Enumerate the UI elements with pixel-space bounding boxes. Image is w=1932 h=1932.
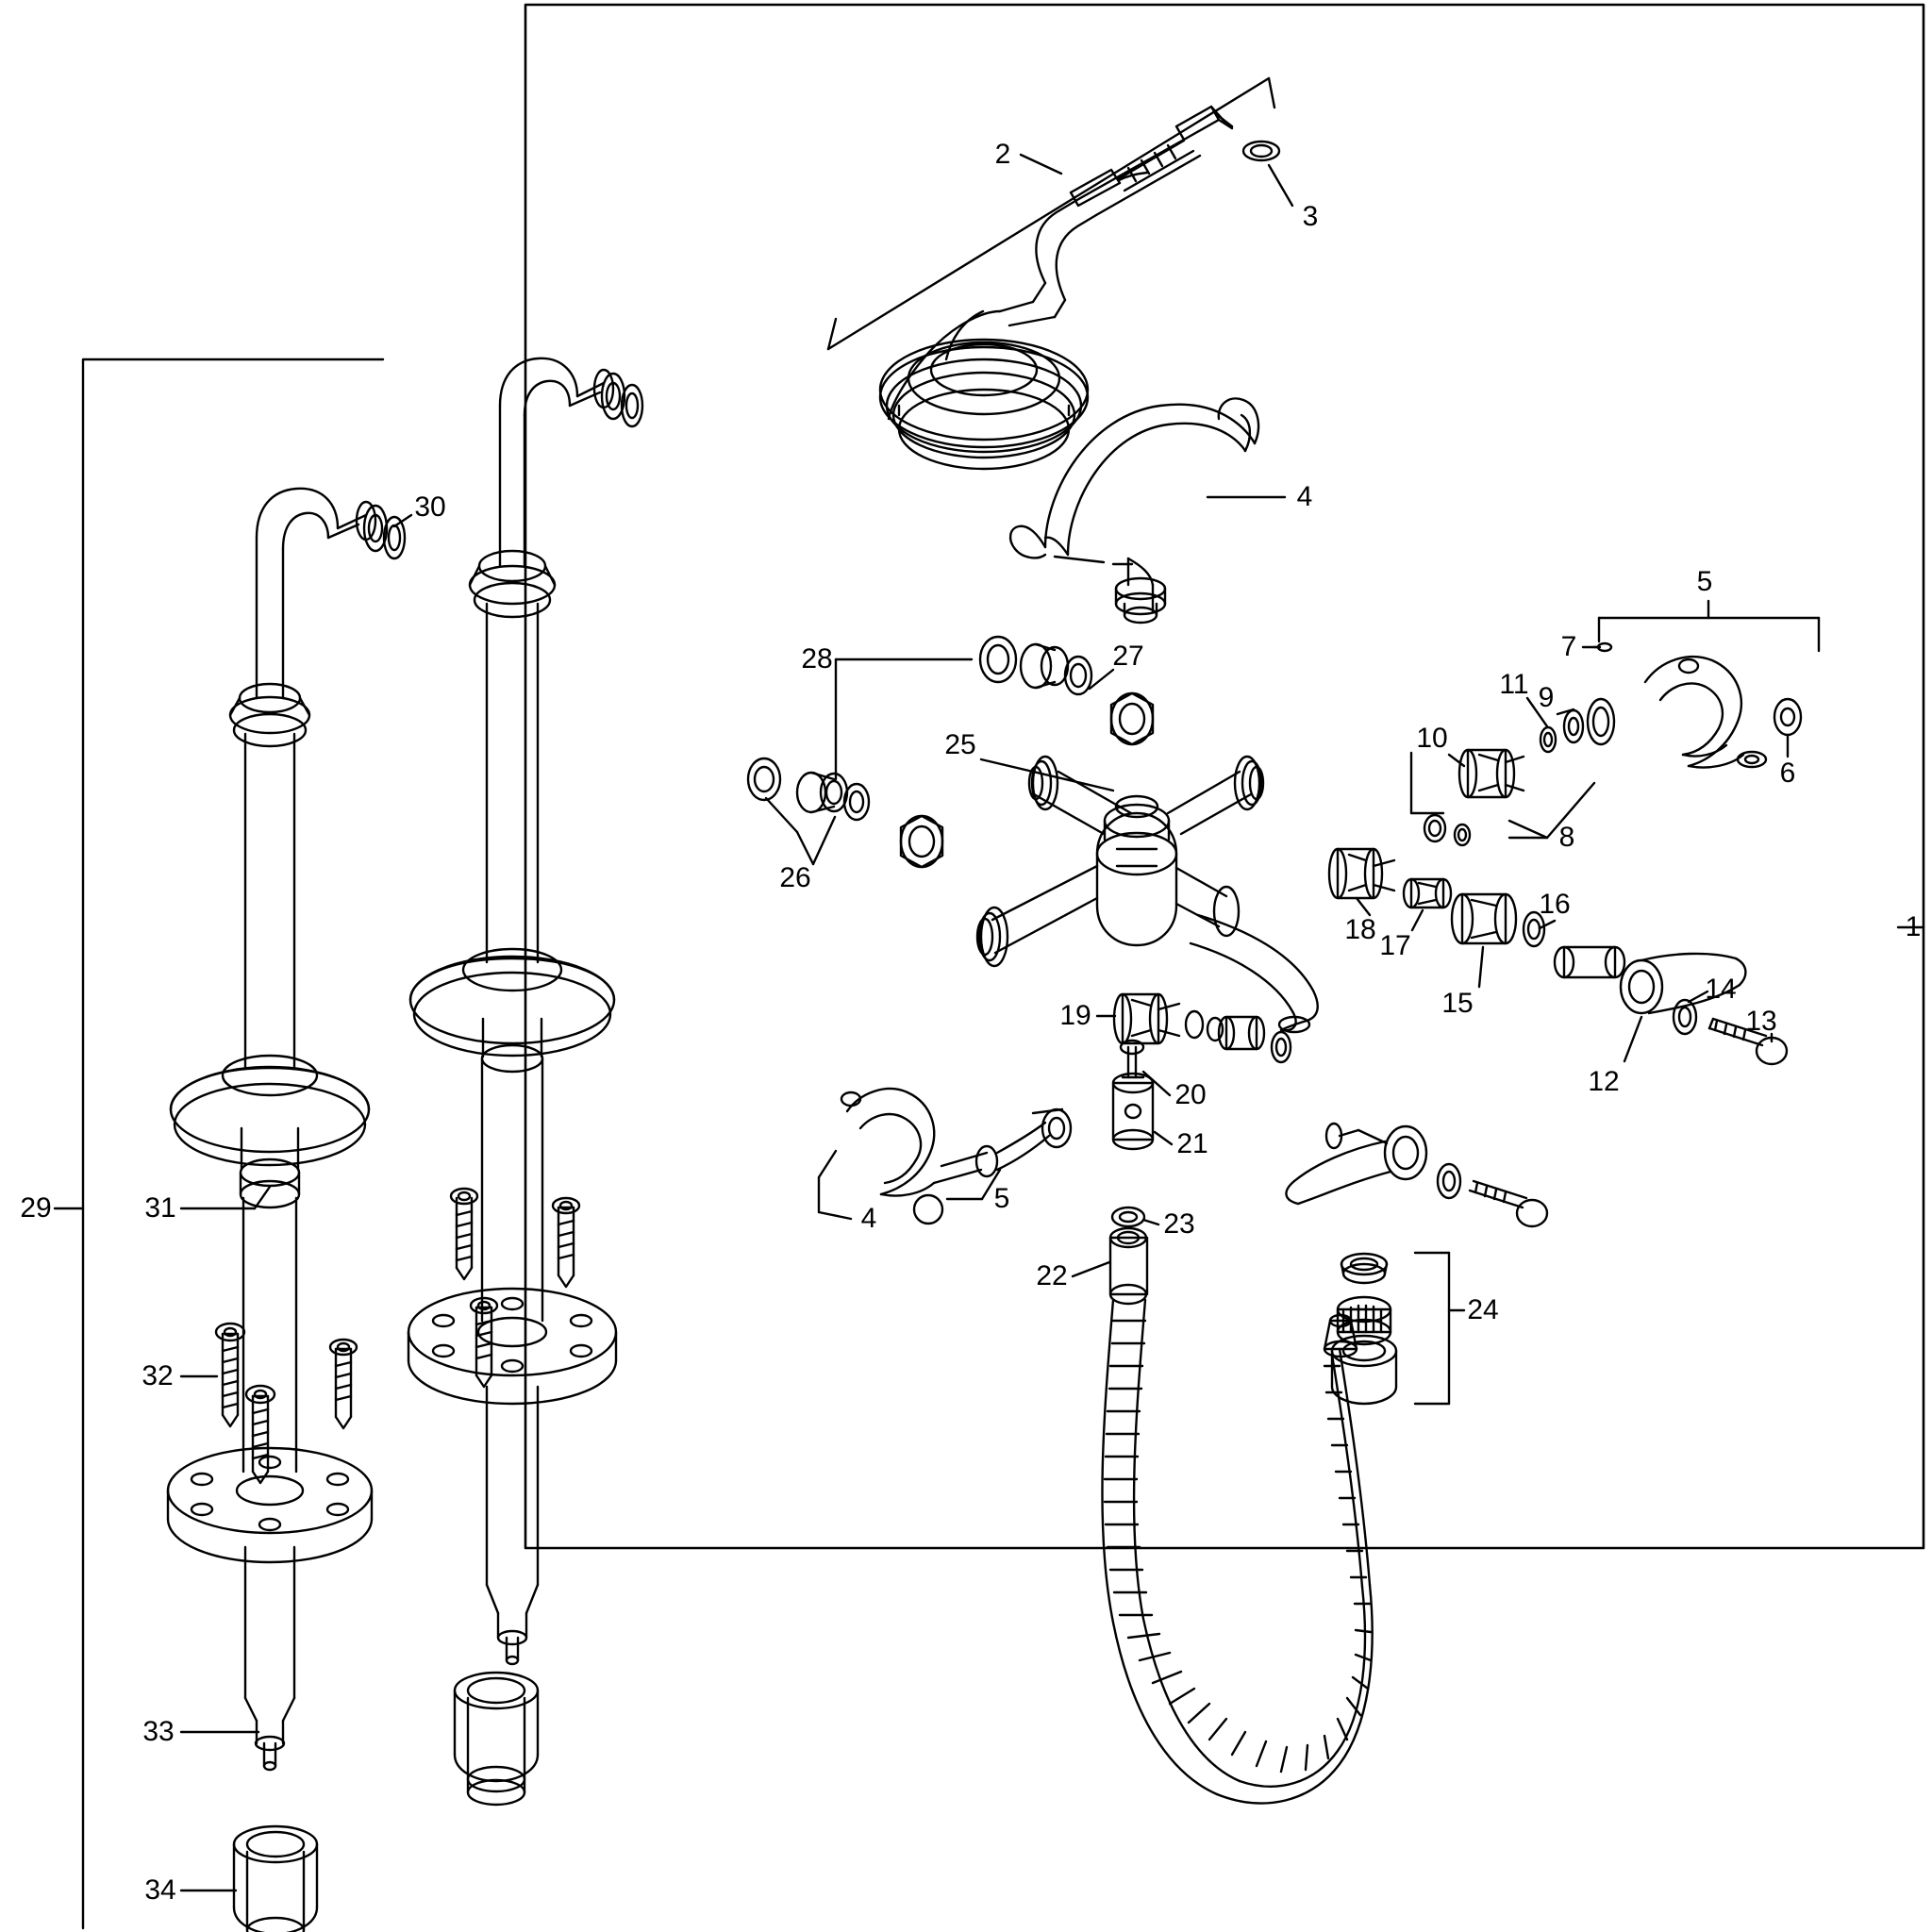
- pillar-assembly-group: [168, 358, 642, 1932]
- leader-22: [1073, 1262, 1109, 1276]
- callout-5a: 5: [1696, 566, 1713, 597]
- second-lower-lever: [1286, 1124, 1547, 1226]
- pillar-assembly-frame: [83, 359, 383, 1928]
- callout-25: 25: [944, 729, 976, 760]
- callout-15: 15: [1441, 988, 1474, 1019]
- right-handle-assembly: [1411, 601, 1819, 845]
- mixer-body-group: [977, 757, 1318, 1032]
- part-23-washer: [1112, 1208, 1144, 1226]
- callout-21: 21: [1176, 1128, 1208, 1159]
- callout-29: 29: [20, 1192, 52, 1224]
- callout-20: 20: [1174, 1079, 1207, 1110]
- leader-26: [797, 832, 813, 864]
- main-assembly-frame: [525, 5, 1924, 1548]
- hose-group: [1073, 1208, 1464, 1804]
- callout-16: 16: [1539, 889, 1571, 920]
- callout-11: 11: [1499, 669, 1529, 700]
- callout-13: 13: [1745, 1006, 1777, 1037]
- callout-27: 27: [1112, 641, 1144, 672]
- leader-23: [1143, 1220, 1158, 1224]
- callout-8: 8: [1558, 822, 1575, 853]
- leader-3: [1269, 165, 1292, 206]
- part-6-cap: [1774, 699, 1801, 735]
- part-8-nut: [1424, 815, 1445, 841]
- sleeve-parts: [181, 1673, 538, 1932]
- callout-6: 6: [1779, 758, 1796, 789]
- callout-9: 9: [1538, 682, 1555, 713]
- callout-4a: 4: [1296, 481, 1313, 512]
- callout-22: 22: [1036, 1260, 1068, 1291]
- callout-28: 28: [801, 643, 833, 675]
- callout-26: 26: [779, 862, 811, 893]
- callout-7: 7: [1560, 631, 1577, 662]
- leader-12: [1624, 1017, 1641, 1061]
- callout-31: 31: [144, 1192, 176, 1224]
- part-3-oring-inner: [1251, 145, 1272, 157]
- leader-27: [1090, 670, 1113, 689]
- leader-18: [1357, 898, 1370, 915]
- part-11-washer: [1564, 710, 1583, 742]
- callout-2: 2: [994, 139, 1011, 170]
- callout-17: 17: [1379, 930, 1411, 961]
- screws-group: [181, 1189, 579, 1483]
- callout-34: 34: [144, 1874, 176, 1906]
- callout-1: 1: [1905, 911, 1922, 942]
- callout-3: 3: [1302, 201, 1319, 232]
- callout-10: 10: [1416, 723, 1448, 754]
- leader-17: [1412, 910, 1423, 930]
- callout-32: 32: [142, 1360, 174, 1391]
- leader-15: [1479, 947, 1483, 987]
- callout-33: 33: [142, 1716, 175, 1747]
- callout-23: 23: [1163, 1208, 1195, 1240]
- callout-30: 30: [414, 491, 446, 523]
- handshower-group: [828, 78, 1292, 469]
- handshower-holder-group: [1010, 398, 1285, 623]
- leader-2: [1021, 155, 1061, 174]
- callout-12: 12: [1588, 1066, 1620, 1097]
- callout-18: 18: [1344, 914, 1376, 945]
- leader-21: [1155, 1132, 1172, 1144]
- callout-4b: 4: [860, 1203, 877, 1234]
- part-9-ring: [1588, 699, 1614, 744]
- bracket-2: [828, 78, 1269, 349]
- leader-16: [1540, 921, 1555, 928]
- part-26-oring: [748, 758, 780, 800]
- callout-19: 19: [1059, 1000, 1091, 1031]
- part-28-upper: [980, 637, 1016, 682]
- left-lower-assembly: [819, 994, 1291, 1224]
- callout-14: 14: [1705, 974, 1737, 1005]
- part-5b-cap: [914, 1195, 942, 1224]
- callout-5b: 5: [993, 1183, 1010, 1214]
- callout-24: 24: [1467, 1294, 1499, 1325]
